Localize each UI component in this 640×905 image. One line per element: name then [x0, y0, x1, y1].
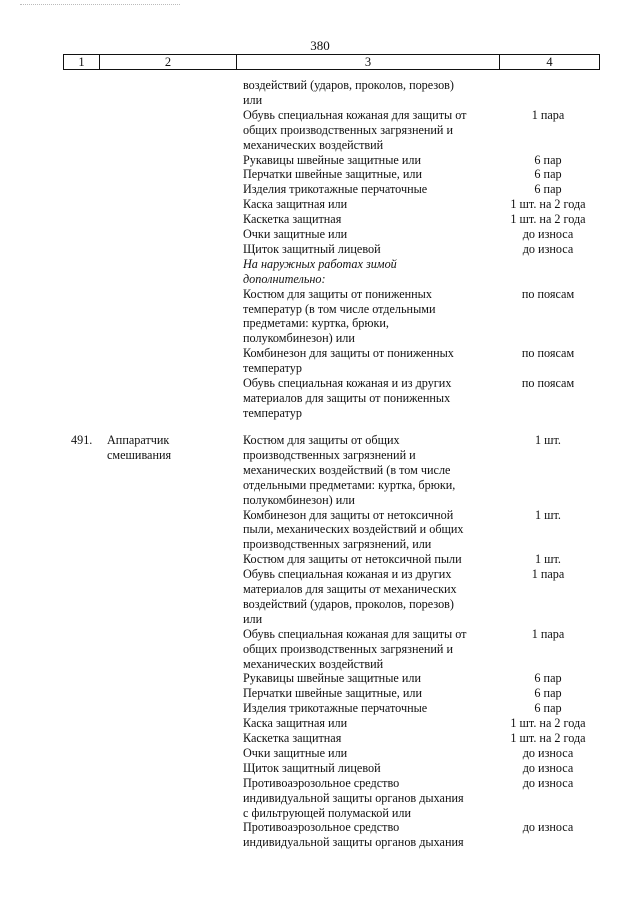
ppe-item-line: материалов для защиты от механических [243, 582, 457, 596]
ppe-item-line: дополнительно: [243, 271, 326, 286]
issue-norm: 1 шт. на 2 года [510, 731, 586, 745]
ppe-item-line: температур [243, 361, 302, 376]
issue-norm: до износа [522, 227, 574, 241]
issue-norm: по поясам [521, 346, 575, 361]
ppe-item-line: Каска защитная или [243, 716, 348, 731]
issue-norm: 6 пар [534, 167, 562, 182]
ppe-item-line: Изделия трикотажные перчаточные [243, 182, 428, 197]
issue-norm: до износа [522, 241, 574, 256]
ppe-item-line: Костюм для защиты от пониженных [243, 286, 432, 301]
profession-name: смешивания [107, 447, 172, 462]
issue-norm: 6 пар [534, 701, 562, 716]
column-header-table [63, 54, 600, 70]
ppe-item-line: Рукавицы швейные защитные или [243, 671, 421, 686]
ppe-item-line: Обувь специальная кожаная для защиты от [243, 107, 467, 122]
issue-norm: 1 шт. [535, 433, 561, 447]
scan-artifact [20, 4, 180, 7]
issue-norm: до износа [522, 820, 574, 835]
ppe-item-line: общих производственных загрязнений и [243, 641, 454, 656]
ppe-item-line: отдельными предметами: куртка, брюки, [243, 477, 456, 492]
ppe-item-line: Очки защитные или [243, 745, 348, 760]
ppe-item-line: полукомбинезон) или [243, 492, 355, 507]
ppe-item-line: Костюм для защиты от нетоксичной пыли [243, 552, 462, 567]
ppe-item-line: Перчатки швейные защитные, или [243, 686, 423, 701]
ppe-item-line: производственных загрязнений и [243, 447, 416, 462]
issue-norm: 1 пара [531, 567, 565, 582]
ppe-item-line: механических воздействий [243, 137, 384, 152]
ppe-item-line: Каска защитная или [243, 197, 348, 212]
ppe-item-line: воздействий (ударов, проколов, порезов) [243, 596, 454, 611]
ppe-item-line: Комбинезон для защиты от пониженных [243, 346, 454, 361]
ppe-item-line: Обувь специальная кожаная и из других [243, 567, 452, 582]
column-header-3: 3 [237, 55, 500, 70]
ppe-item-line: температур [243, 405, 302, 420]
ppe-item-line: Обувь специальная кожаная для защиты от [243, 626, 467, 641]
issue-norm: до износа [522, 775, 574, 790]
ppe-item-line: Костюм для защиты от общих [243, 433, 400, 447]
ppe-item-line: материалов для защиты от пониженных [243, 390, 451, 405]
issue-norm: 1 шт. [535, 552, 561, 567]
profession-name: Аппаратчик [107, 433, 170, 447]
issue-norm: 1 шт. на 2 года [510, 716, 586, 731]
ppe-item-line: Каскетка защитная [243, 212, 342, 227]
ppe-item-line: Очки защитные или [243, 227, 348, 241]
ppe-item-line: Рукавицы швейные защитные или [243, 152, 421, 167]
issue-norm: 6 пар [534, 671, 562, 686]
ppe-item-line: пыли, механических воздействий и общих [243, 522, 464, 537]
issue-norm: до износа [522, 760, 574, 775]
column-header-1: 1 [64, 55, 100, 70]
ppe-item-line: механических воздействий (в том числе [243, 462, 451, 477]
ppe-item-line: полукомбинезон) или [243, 331, 355, 346]
entry-number: 491. [71, 433, 93, 447]
ppe-item-line: предметами: куртка, брюки, [243, 316, 389, 331]
issue-norm: 1 пара [531, 107, 565, 122]
issue-norm: до износа [522, 745, 574, 760]
issue-norm: 6 пар [534, 182, 562, 197]
ppe-item-line: температур (в том числе отдельными [243, 301, 436, 316]
issue-norm: 6 пар [534, 152, 562, 167]
issue-norm: по поясам [521, 376, 575, 390]
ppe-item-line: Изделия трикотажные перчаточные [243, 701, 428, 716]
ppe-item-line: общих производственных загрязнений и [243, 122, 454, 137]
column-header-row [64, 55, 600, 70]
ppe-item-line: или [243, 611, 263, 626]
column-header-2: 2 [100, 55, 237, 70]
ppe-item-line: индивидуальной защиты органов дыхания [243, 790, 464, 805]
ppe-item-line: механических воздействий [243, 656, 384, 671]
issue-norm: 1 шт. [535, 507, 561, 522]
ppe-item-line: Обувь специальная кожаная и из других [243, 376, 452, 390]
column-header-4: 4 [500, 55, 600, 70]
ppe-item-line: Комбинезон для защиты от нетоксичной [243, 507, 454, 522]
ppe-item-line: производственных загрязнений, или [243, 537, 432, 552]
issue-norm: 1 шт. на 2 года [510, 197, 586, 212]
issue-norm: 6 пар [534, 686, 562, 701]
ppe-item-line: Перчатки швейные защитные, или [243, 167, 423, 182]
ppe-item-line: индивидуальной защиты органов дыхания [243, 835, 464, 850]
ppe-item-line: или [243, 92, 263, 107]
ppe-item-line: Щиток защитный лицевой [243, 760, 381, 775]
ppe-item-line: Противоаэрозольное средство [243, 820, 400, 835]
ppe-item-line: с фильтрующей полумаской или [243, 805, 412, 820]
ppe-item-line: На наружных работах зимой [243, 256, 397, 271]
ppe-item-line: Противоаэрозольное средство [243, 775, 400, 790]
ppe-item-line: воздействий (ударов, проколов, порезов) [243, 78, 454, 92]
issue-norm: 1 пара [531, 626, 565, 641]
issue-norm: 1 шт. на 2 года [510, 212, 586, 227]
ppe-item-line: Щиток защитный лицевой [243, 241, 381, 256]
issue-norm: по поясам [521, 286, 575, 301]
page-number: 380 [310, 38, 330, 53]
ppe-item-line: Каскетка защитная [243, 731, 342, 745]
